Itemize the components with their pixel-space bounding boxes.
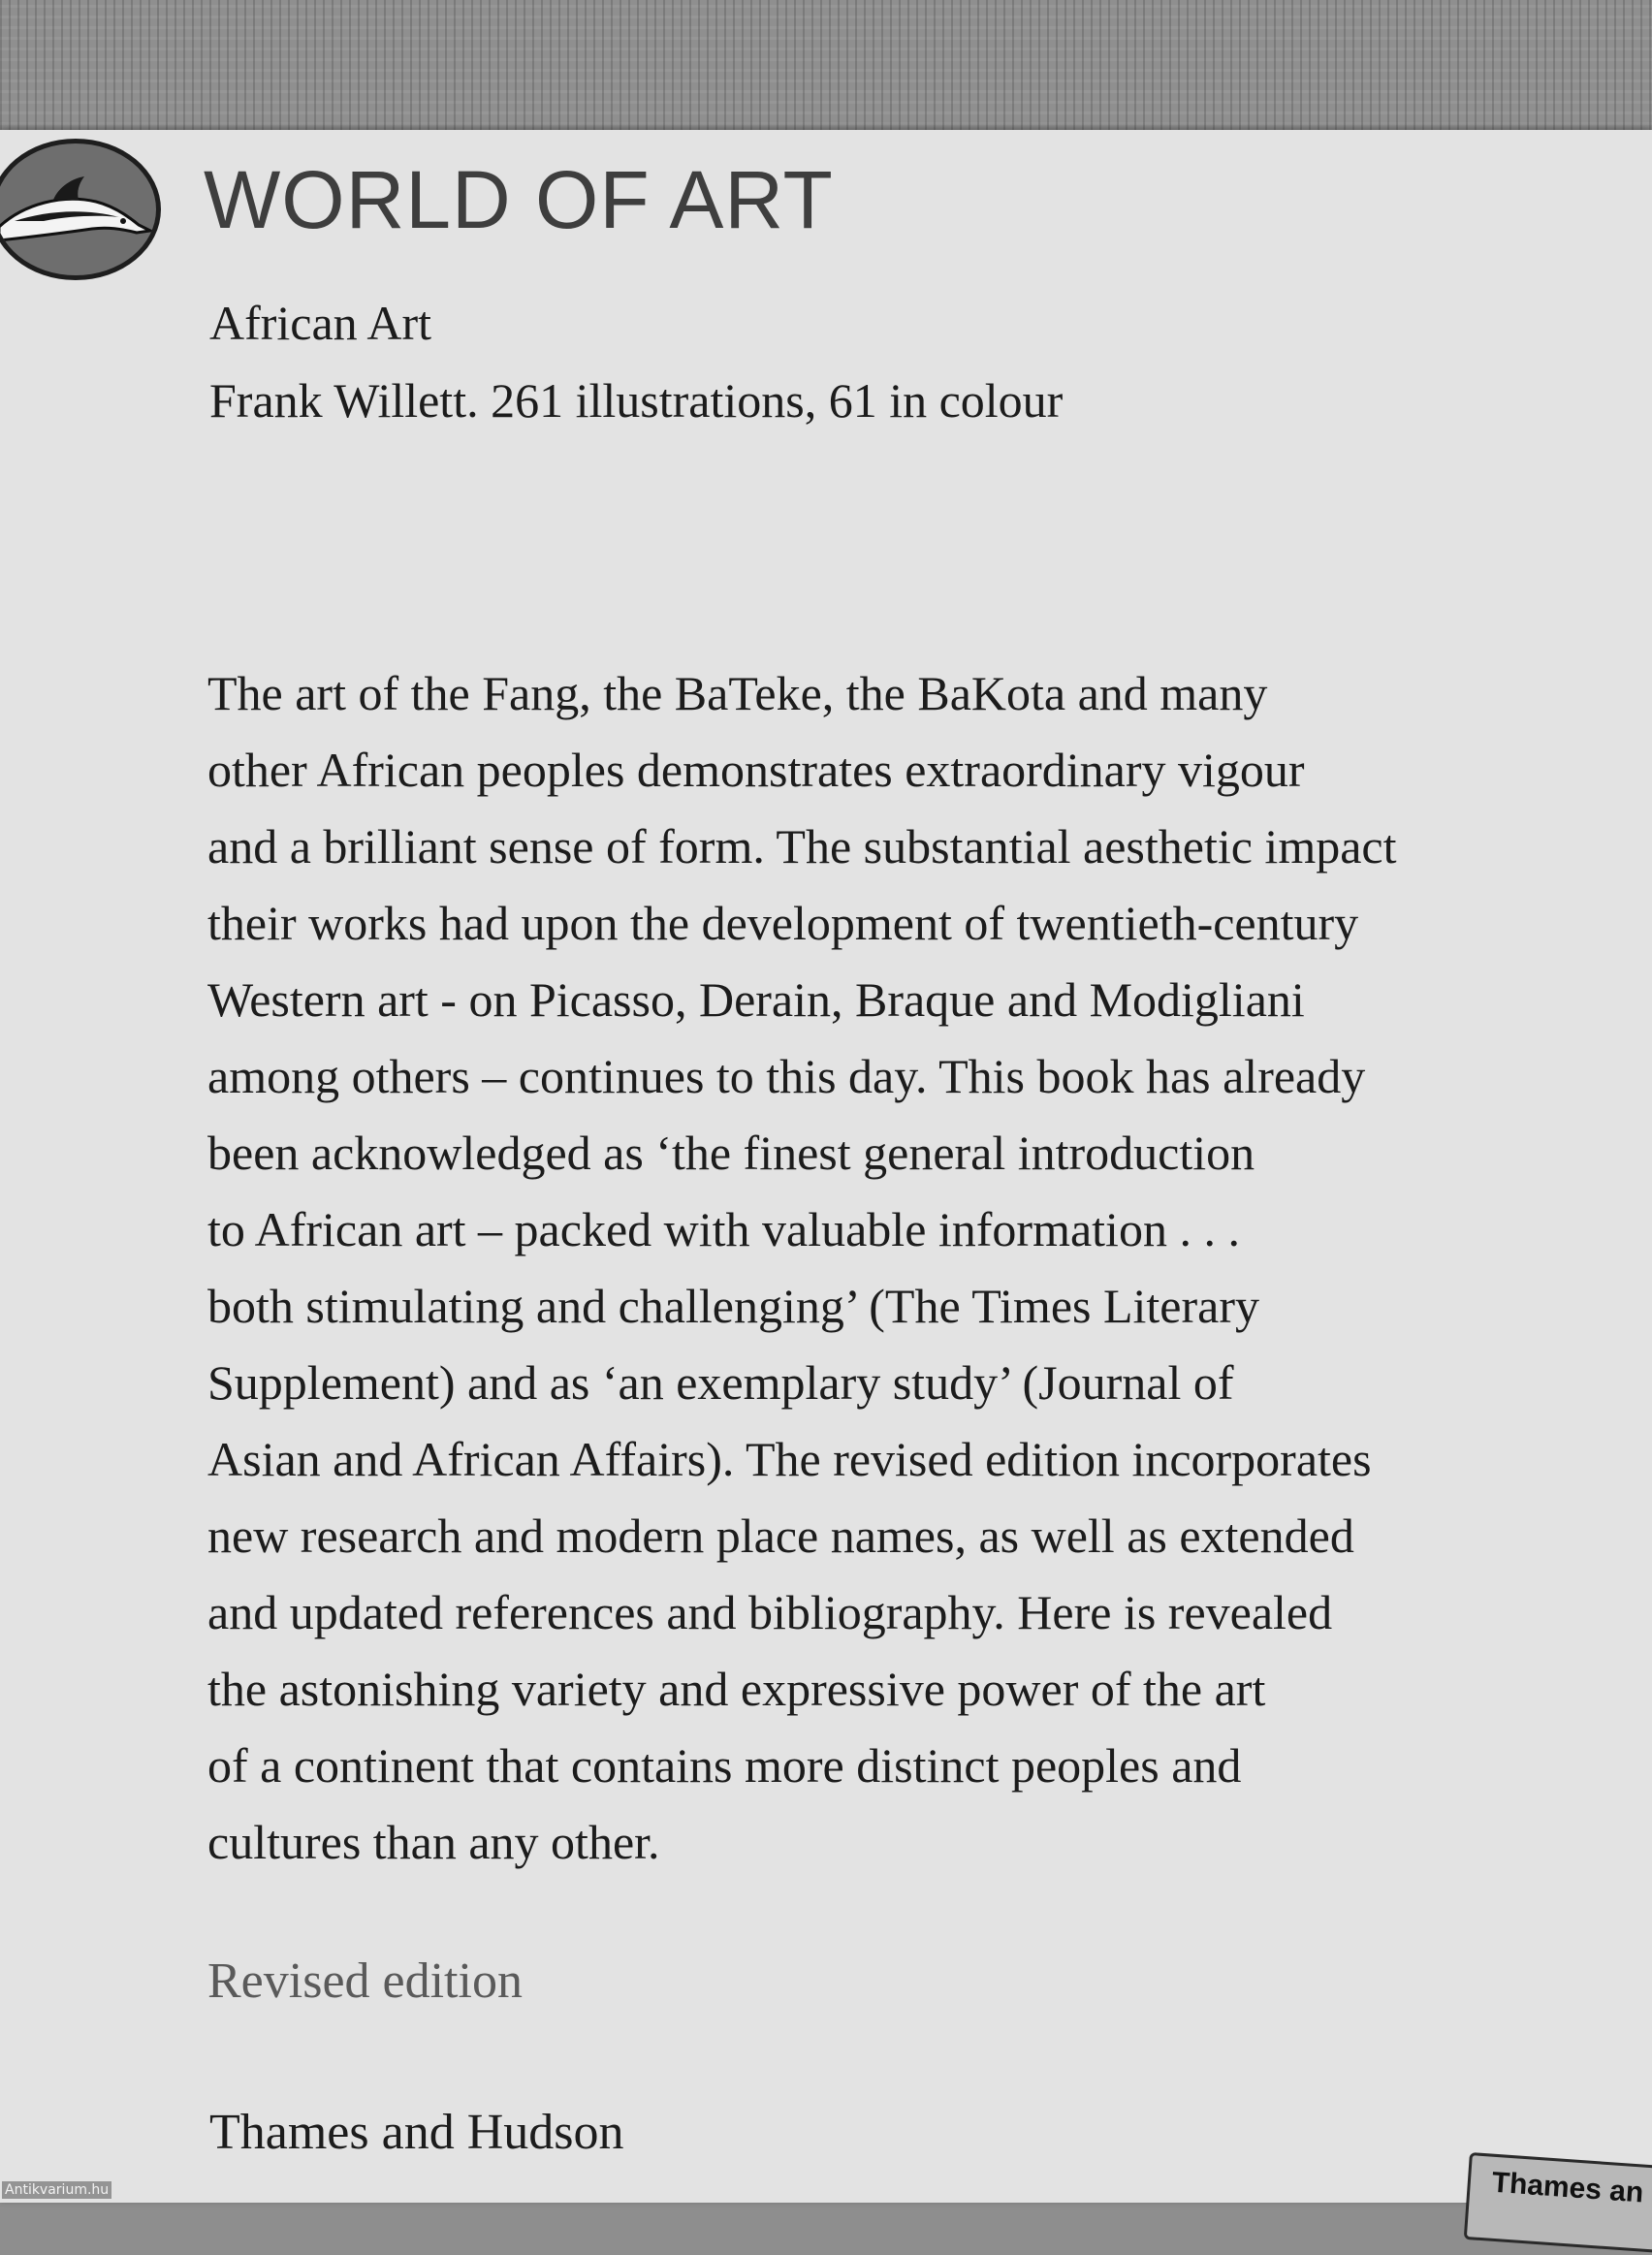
book-description [207,655,1623,1881]
book-author-illustrations: Frank Willett. 261 illustrations, 61 in colour [209,373,1064,428]
description-line: of a continent that contains more distinct peoples and [207,1738,1242,1793]
background-surface [0,0,1652,136]
publisher-sticker [1464,2152,1652,2255]
description-line: the astonishing variety and expressive power of the art [207,1662,1266,1716]
description-line: Supplement) and as ‘an exemplary study’ (Journal of [207,1355,1234,1410]
description-line: among others – continues to this day. This book has already [207,1049,1366,1103]
publisher-name: Thames and Hudson [209,2105,624,2160]
book-title: African Art [209,296,432,350]
description-line: cultures than any other. [207,1815,660,1869]
description-line: Asian and African Affairs). The revised edition incorporates [207,1432,1372,1486]
series-title: WORLD OF ART [204,154,834,245]
description-line: their works had upon the development of twentieth-century [207,896,1359,950]
description-line: other African peoples demonstrates extraordinary vigour [207,743,1305,797]
description-line: both stimulating and challenging’ (The Times Literary [207,1279,1259,1333]
description-line: Western art - on Picasso, Derain, Braque and Modigliani [207,972,1305,1027]
sticker-text: Thames an [1490,2166,1645,2209]
dolphin-icon [0,143,156,275]
edition-label: Revised edition [207,1953,523,2009]
watermark: Antikvarium.hu [2,2181,111,2199]
description-line: and updated references and bibliography. Here is revealed [207,1585,1333,1639]
description-line: and a brilliant sense of form. The substantial aesthetic impact [207,819,1397,873]
description-line: been acknowledged as ‘the finest general introduction [207,1126,1255,1180]
description-line: new research and modern place names, as well as extended [207,1509,1354,1563]
description-line: The art of the Fang, the BaTeke, the BaKota and many [207,666,1268,720]
description-line: to African art – packed with valuable information . . . [207,1202,1240,1256]
